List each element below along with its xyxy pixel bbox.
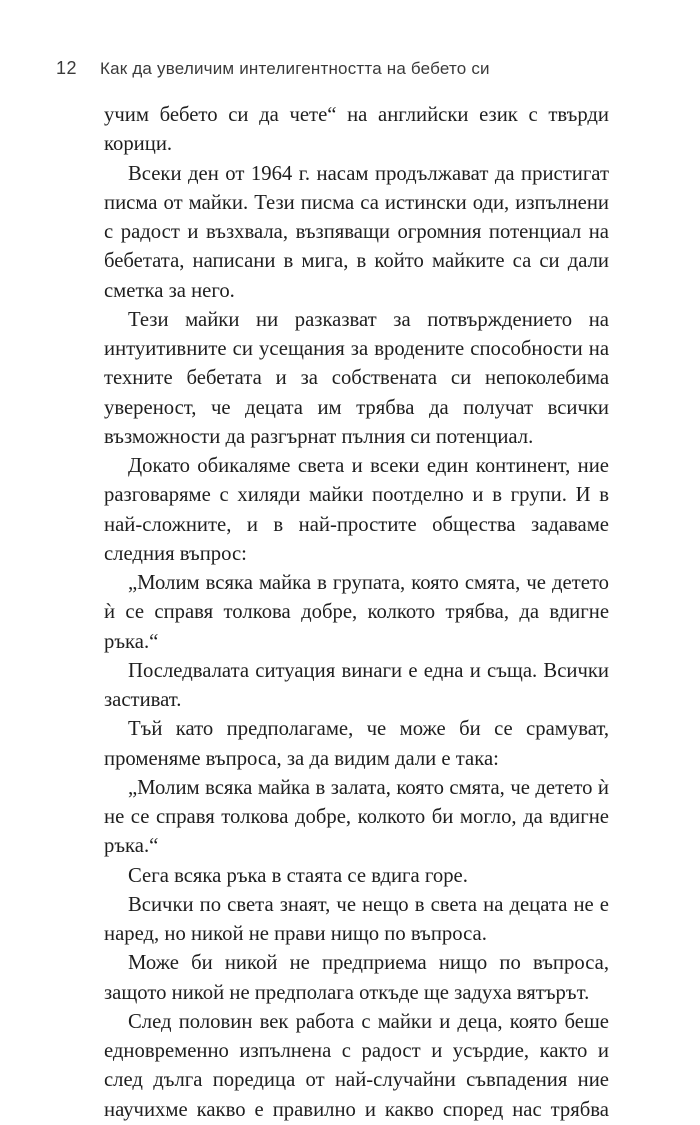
paragraph-4: Докато обикаляме света и всеки един континент, ние разговаряме с хиляди майки поотделно и в групи. И в най-сложните, и в най-простите общества задаваме следния въпрос: xyxy=(104,455,609,565)
paragraph-6: Последвалата ситуация винаги е една и съща. Всички застиват. xyxy=(104,659,609,711)
page-number: 12 xyxy=(56,58,78,78)
paragraph-12: След половин век работа с майки и деца, която беше едновременно изпълнена с радост и усърдие, както и след дълга поредица от най-случайни съвпадения ние научихме какво е правилно и какво според нас трябва xyxy=(104,1010,609,1121)
paragraph-5: „Молим всяка майка в групата, която смята, че детето ѝ се справя толкова добре, колкото трябва, да вдигне ръка.“ xyxy=(104,572,609,653)
paragraph-2: Всеки ден от 1964 г. насам продължават да пристигат писма от майки. Тези писма са истински оди, изпълнени с радост и възхвала, възпяващи огромния потенциал на бебетата, написани в мига, в който майките са си дали сметка за него. xyxy=(104,162,609,302)
paragraph-10: Всички по света знаят, че нещо в света на децата не е наред, но никой не прави нищо по въпроса. xyxy=(104,893,609,945)
paragraph-8: „Молим всяка майка в залата, която смята, че детето ѝ не се справя толкова добре, колкото би могло, да вдигне ръка.“ xyxy=(104,776,609,858)
paragraph-9: Сега всяка ръка в стаята се вдига горе. xyxy=(128,864,468,887)
paragraph-1: учим бебето си да чете“ на английски език с твърди корици. xyxy=(104,104,609,156)
paragraph-3: Тези майки ни разказват за потвърждението на интуитивните си усещания за вродените способности на техните бебетата и за собствената си непоколебима увереност, че децата им трябва да получат всички възможности да разгърнат пълния си потенциал. xyxy=(104,308,609,448)
running-title: Как да увеличим интелигентността на бебето си xyxy=(100,59,490,78)
paragraph-11: Може би никой не предприема нищо по въпроса, защото никой не предполага откъде ще задуха вятърът. xyxy=(104,952,609,1004)
paragraph-7: Тъй като предполагаме, че може би се срамуват, променяме въпроса, за да видим дали е така: xyxy=(104,718,609,770)
page-header xyxy=(52,58,640,88)
body-text xyxy=(104,101,609,1125)
